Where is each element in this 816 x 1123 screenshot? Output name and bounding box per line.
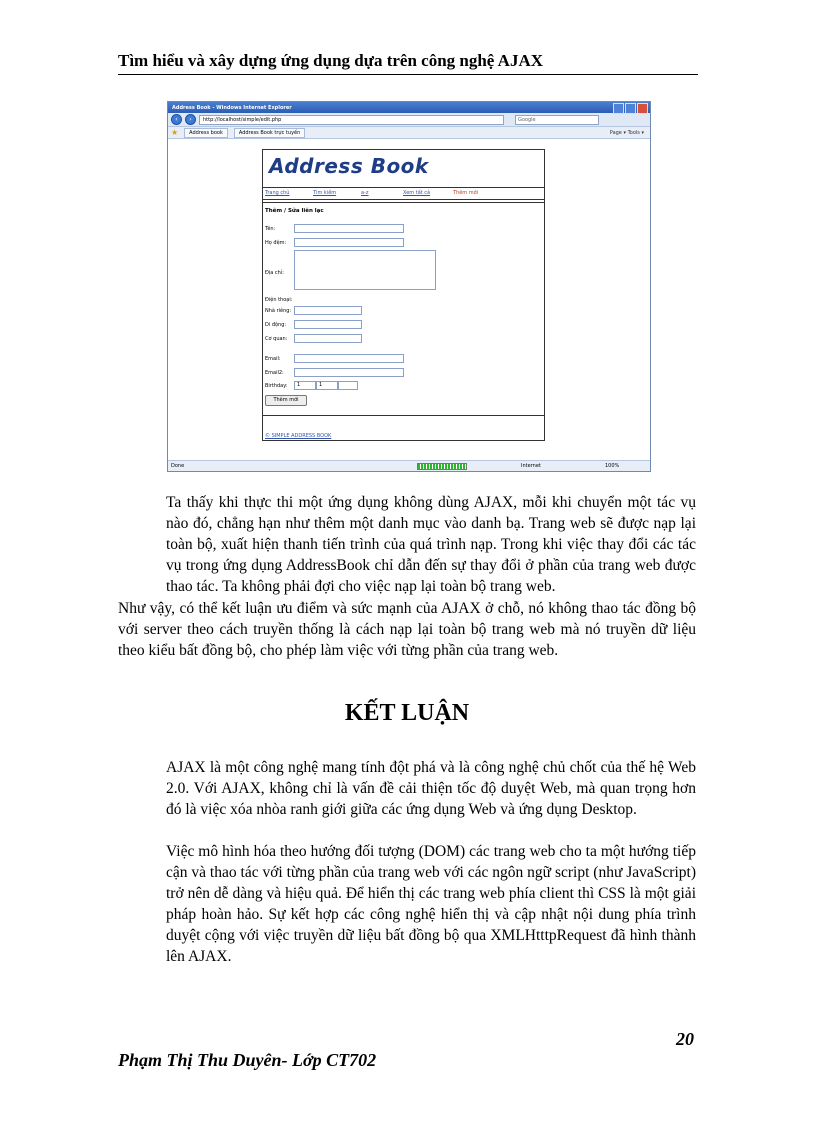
birthday-month-select: 1 [316,381,338,390]
paragraph-text: AJAX là một công nghệ mang tính đột phá và là công nghệ chủ chốt của thế hệ Web 2.0. Với AJAX, không chỉ là vấn đề cải thiện tốc độ duyệt Web, mà quan trọng hơn đó là việc xóa nhòa ranh giới giữa các ứng dụng Web và ứng dụng Desktop. [166,759,696,818]
browser-screenshot [167,101,651,472]
window-titlebar [168,102,650,113]
status-bar [168,460,650,471]
di-dong-input [294,320,362,329]
divider [263,187,544,188]
progress-fill [418,464,466,469]
divider [263,415,544,416]
tab-address-book-online: Address Book trực tuyến [234,128,305,138]
window-title: Address Book - Windows Internet Explorer [172,104,292,111]
zoom-level: 100% [605,463,620,469]
birthday-day-select: 1 [294,381,316,390]
menu-az: a-z [361,190,369,196]
menu-home: Trang chủ [265,190,290,196]
toolbar-tools: Page ▾ Tools ▾ [609,129,644,136]
favorites-icon: ★ [171,128,179,137]
address-row [168,113,650,127]
tab-address-book: Address book [184,128,228,138]
progress-bar [417,463,467,470]
label-ho-dem: Họ đệm: [265,240,287,246]
page-footer: Phạm Thị Thu Duyên- Lớp CT702 [118,1050,377,1070]
paragraph-text: Như vậy, có thể kết luận ưu điểm và sức mạnh của AJAX ở chỗ, nó không thao tác đồng bộ với server theo cách truyền thống là cách nạp lại toàn bộ trang web mà nó truyền dữ liệu theo kiểu bất đồng bộ, cho phép làm việc với từng phần của trang web. [118,600,696,659]
status-text: Done [171,463,185,469]
minimize-icon [613,103,624,114]
app-title: Address Book [269,154,429,178]
paragraph-text: Ta thấy khi thực thi một ứng dụng không dùng AJAX, mỗi khi chuyển một tác vụ nào đó, chẳng hạn như thêm một danh mục vào danh bạ. Trang web sẽ được nạp lại toàn bộ, xuất hiện thanh tiến trình của quá trình nạp. Trong khi việc thay đổi các tác vụ trong ứng dụng AddressBook chỉ dẫn đến sự thay đổi ở phần của trang web được thao tác. Ta không phải đợi cho việc nạp lại toàn bộ trang web. [166,494,696,595]
divider [263,199,544,200]
ten-input [294,224,404,233]
app-menu [265,190,478,196]
nha-rieng-input [294,306,362,315]
conclusion-paragraph-1 [118,757,696,820]
zone-text: Internet [521,463,541,469]
search-box: Google [515,115,599,125]
maximize-icon [625,103,636,114]
address-bar: http://localhost/simple/edit.php [199,115,504,125]
label-email: Email: [265,356,281,362]
label-co-quan: Cơ quan: [265,336,288,342]
conclusion-paragraph-2 [118,841,696,967]
co-quan-input [294,334,362,343]
forward-icon: › [185,114,196,125]
section-heading: KẾT LUẬN [344,700,470,726]
label-dien-thoai: Điện thoại: [265,297,293,303]
divider [263,202,544,203]
label-di-dong: Di động: [265,322,287,328]
label-dia-chi: Địa chỉ: [265,270,284,276]
app-footer: © SIMPLE ADDRESS BOOK [265,433,332,439]
birthday-year-input [338,381,358,390]
menu-search: Tìm kiếm [313,190,337,196]
label-email2: Email2: [265,370,284,376]
page-header: Tìm hiểu và xây dựng ứng dụng dựa trên công nghệ AJAX [118,51,543,70]
page-viewport [168,139,650,461]
paragraph-text: Việc mô hình hóa theo hướng đối tượng (DOM) các trang web cho ta một hướng tiếp cận và thao tác với từng phần của trang web với các ngôn ngữ script (như JavaScript) trở nên dễ dàng và hiệu quả. Để hiển thị các trang web phía client thì CSS là một giải pháp hoàn hảo. Sự kết hợp các công nghệ hiển thị và cập nhật nội dung phía trình duyệt cộng với việc truyền dữ liệu bất đồng bộ qua XMLHtttpRequest đã hình thành lên AJAX. [166,843,696,965]
paragraph-1 [118,492,696,597]
label-nha-rieng: Nhà riêng: [265,308,292,314]
ho-dem-input [294,238,404,247]
dia-chi-textarea [294,250,436,290]
label-ten: Tên: [265,226,276,232]
close-icon [637,103,648,114]
label-birthday: Birthday: [265,383,288,389]
back-icon: ‹ [171,114,182,125]
menu-view-all: Xem tất cả [403,190,431,196]
page-number: 20 [676,1029,694,1049]
tab-row [168,127,650,139]
menu-add-new: Thêm mới [453,190,479,196]
add-new-button: Thêm mới [265,395,307,406]
form-title: Thêm / Sửa liên lạc [265,208,324,214]
header-rule [118,74,698,75]
paragraph-2 [118,598,696,661]
address-book-app [262,149,545,441]
email-input [294,354,404,363]
email2-input [294,368,404,377]
